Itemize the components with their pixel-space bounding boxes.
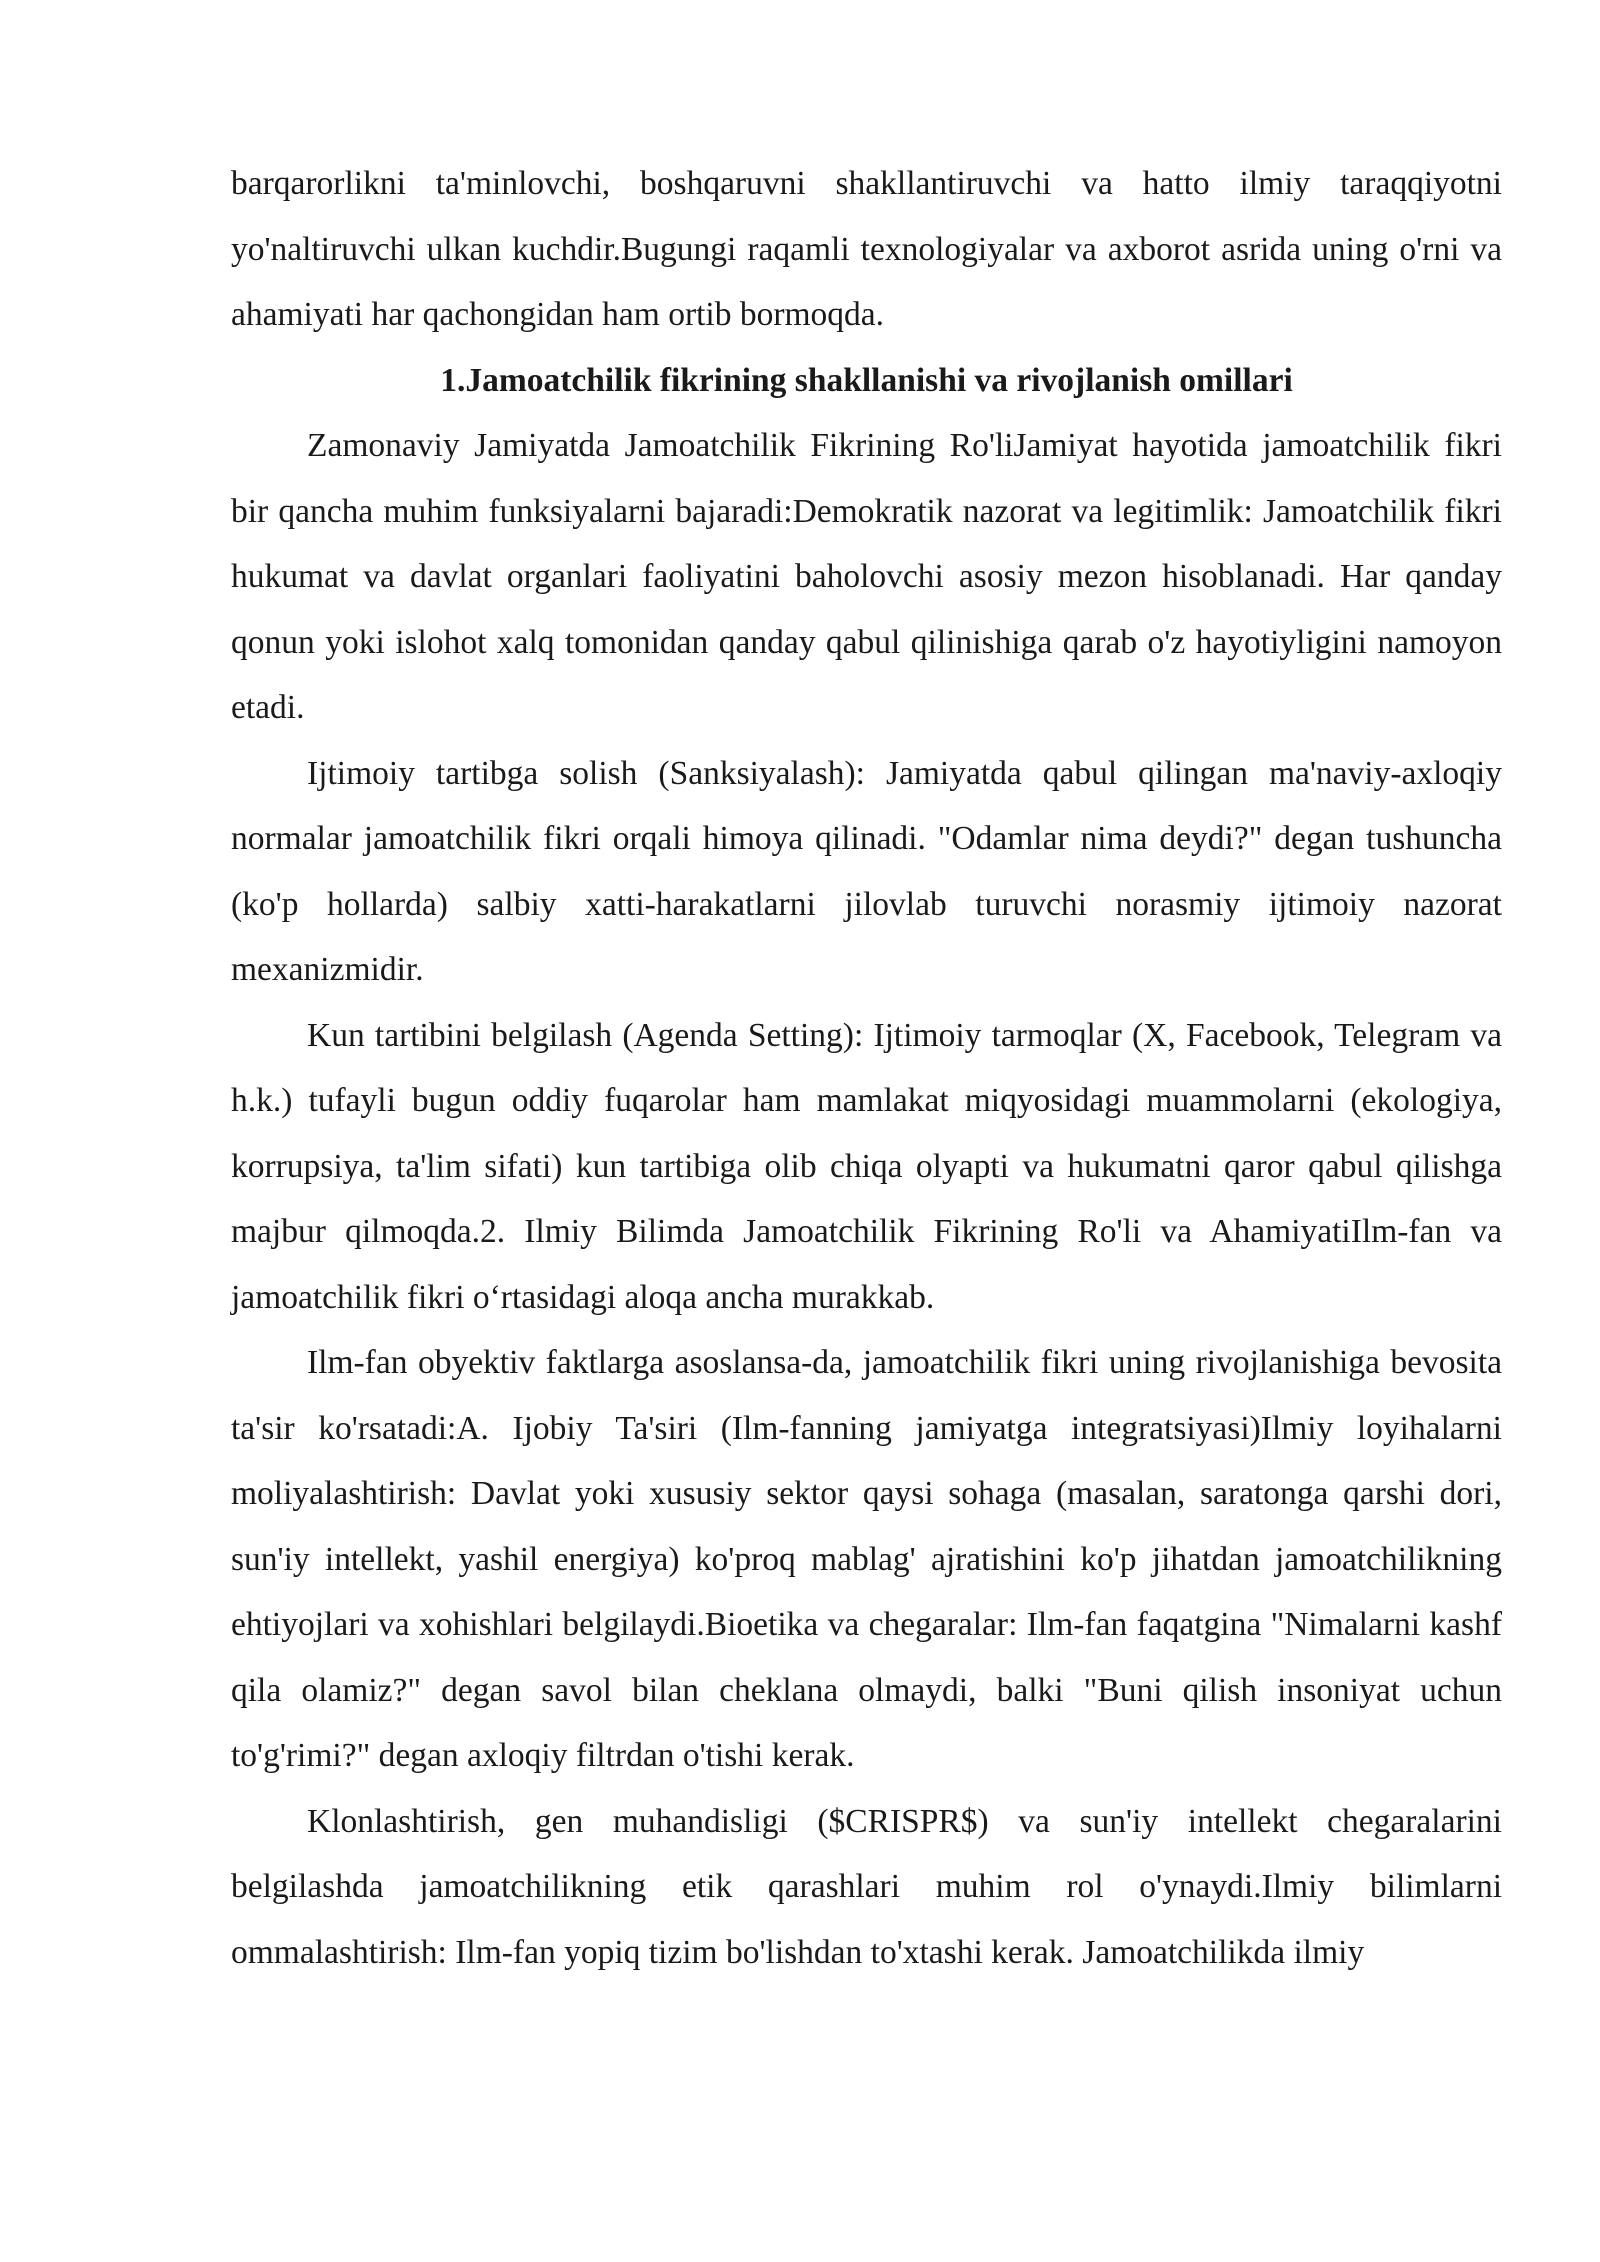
paragraph-agenda-setting: Kun tartibini belgilash (Agenda Setting): Ijtimoiy tarmoqlar (X, Facebook, Telegram va h.k.) tufayli bugun oddiy fuqarolar ham mamlakat miqyosidagi muammolarni (ekologiya, korrupsiya, ta'lim sifati) kun tartibiga olib chiqa olyapti va hukumatni qaror qabul qilishga majbur qilmoqda.2. Ilmiy Bilimda Jamoatchilik Fikrining Ro'li va AhamiyatiIlm-fan va jamoatchilik fikri o‘rtasidagi aloqa ancha murakkab. [231, 1016, 1502, 1316]
paragraph-public-opinion-role: Zamonaviy Jamiyatda Jamoatchilik Fikrining Ro'liJamiyat hayotida jamoatchilik fikri bir qancha muhim funksiyalarni bajaradi:Demokratik nazorat va legitimlik: Jamoatchilik fikri hukumat va davlat organlari faoliyatini baholovchi asosiy mezon hisoblanadi. Har qanday qonun yoki islohot xalq tomonidan qanday qabul qilinishiga qarab o'z hayotiyligini namoyon etadi. [231, 427, 1502, 726]
paragraph-science-influence: Ilm-fan obyektiv faktlarga asoslansa-da, jamoatchilik fikri uning rivojlanishiga bevosita ta'sir ko'rsatadi:A. Ijobiy Ta'siri (Ilm-fanning jamiyatga integratsiyasi)Ilmiy loyihalarni moliyalashtirish: Davlat yoki xususiy sektor qaysi sohaga (masalan, saratonga qarshi dori, sun'iy intellekt, yashil energiya) ko'proq mablag' ajratishini ko'p jihatdan jamoatchilikning ehtiyojlari va xohishlari belgilaydi.Bioetika va chegaralar: Ilm-fan faqatgina "Nimalarni kashf qila olamiz?" degan savol bilan cheklana olmaydi, balki "Buni qilish insoniyat uchun to'g'rimi?" degan axloqiy filtrdan o'tishi kerak. [231, 1344, 1502, 1774]
section-heading: 1.Jamoatchilik fikrining shakllanishi va rivojlanish omillari [440, 361, 1293, 399]
paragraph-continuation: barqarorlikni ta'minlovchi, boshqaruvni shakllantiruvchi va hatto ilmiy taraqqiyotni yo'naltiruvchi ulkan kuchdir.Bugungi raqamli texnologiyalar va axborot asrida uning o'rni va ahamiyati har qachongidan ham ortib bormoqda. [231, 165, 1502, 333]
document-body [231, 151, 1502, 1985]
paragraph-cloning-ethics: Klonlashtirish, gen muhandisligi ($CRISPR$) va sun'iy intellekt chegaralarini belgilashda jamoatchilikning etik qarashlari muhim rol o'ynaydi.Ilmiy bilimlarni ommalashtirish: Ilm-fan yopiq tizim bo'lishdan to'xtashi kerak. Jamoatchilikda ilmiy [231, 1802, 1502, 1971]
paragraph-social-regulation: Ijtimoiy tartibga solish (Sanksiyalash): Jamiyatda qabul qilingan ma'naviy-axloqiy normalar jamoatchilik fikri orqali himoya qilinadi. "Odamlar nima deydi?" degan tushuncha (ko'p hollarda) salbiy xatti-harakatlarni jilovlab turuvchi norasmiy ijtimoiy nazorat mexanizmidir. [231, 754, 1502, 988]
